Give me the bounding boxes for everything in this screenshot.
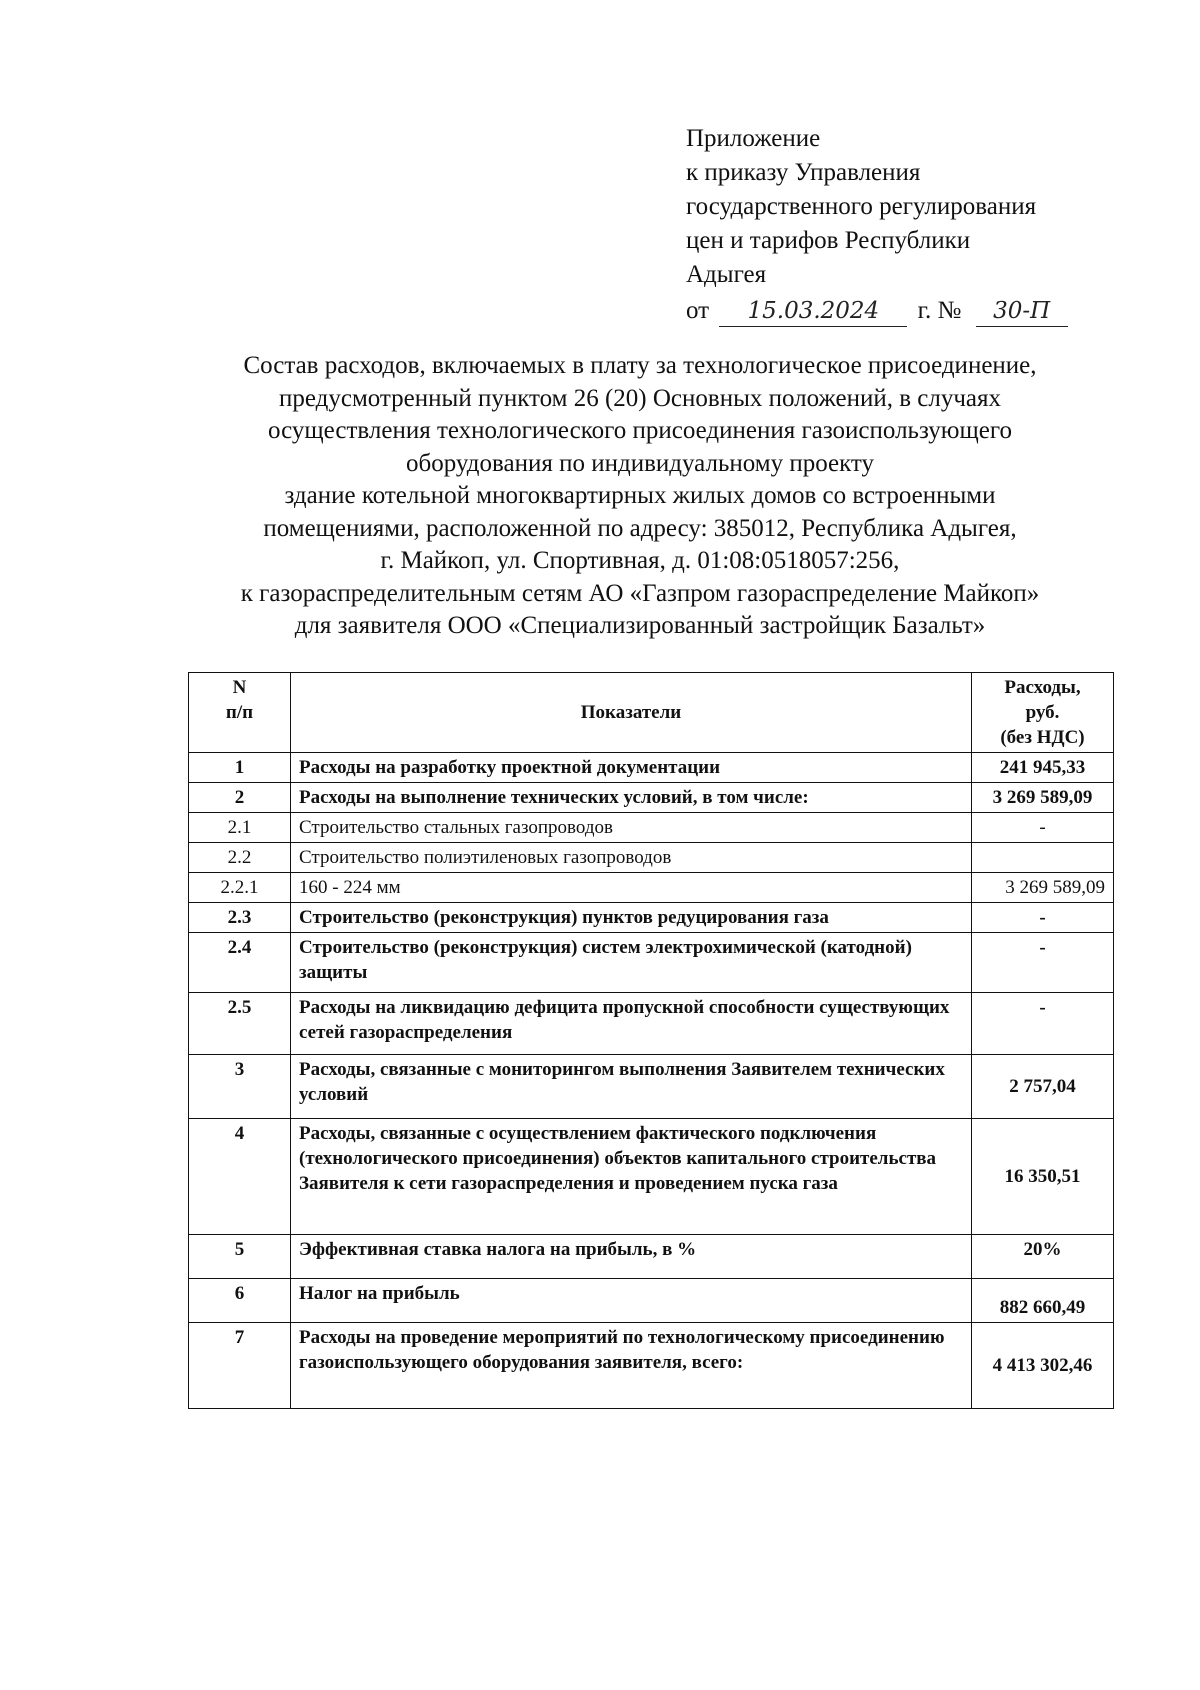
table-row <box>189 993 1114 1055</box>
row-number: 2.1 <box>189 813 291 843</box>
appendix-block <box>686 122 1116 328</box>
appendix-line: к приказу Управления <box>686 159 921 186</box>
title-line: г. Майкоп, ул. Спортивная, д. 01:08:0518057:256, <box>380 547 900 574</box>
row-indicator: Строительство полиэтиленовых газопроводов <box>291 843 972 873</box>
row-indicator: Эффективная ставка налога на прибыль, в % <box>291 1235 972 1279</box>
row-number: 1 <box>189 753 291 783</box>
table-row <box>189 1119 1114 1235</box>
appendix-line: цен и тарифов Республики <box>686 227 971 254</box>
table-row <box>189 753 1114 783</box>
row-value: 882 660,49 <box>972 1279 1114 1323</box>
row-number: 3 <box>189 1055 291 1119</box>
title-line: Состав расходов, включаемых в плату за технологическое присоединение, <box>243 352 1037 379</box>
row-number: 2.3 <box>189 903 291 933</box>
costs-table <box>188 672 1114 1409</box>
from-label: от <box>686 297 710 324</box>
row-number: 2 <box>189 783 291 813</box>
table-row <box>189 1323 1114 1409</box>
table-row <box>189 933 1114 993</box>
row-number: 6 <box>189 1279 291 1323</box>
table-row <box>189 843 1114 873</box>
row-value: 3 269 589,09 <box>972 783 1114 813</box>
document-title <box>180 350 1100 643</box>
table-row <box>189 1235 1114 1279</box>
row-indicator: Расходы на выполнение технических условий, в том числе: <box>291 783 972 813</box>
row-number: 2.4 <box>189 933 291 993</box>
table-row <box>189 873 1114 903</box>
title-line: к газораспределительным сетям АО «Газпром газораспределение Майкоп» <box>240 579 1040 607</box>
appendix-line: Адыгея <box>686 261 767 288</box>
title-line: осуществления технологического присоединения газоиспользующего <box>268 417 1012 444</box>
appendix-line: Приложение <box>686 125 821 152</box>
row-indicator: Строительство (реконструкция) систем электрохимической (катодной) защиты <box>291 933 972 993</box>
row-value: 3 269 589,09 <box>972 873 1114 903</box>
row-value: - <box>972 903 1114 933</box>
row-number: 2.2 <box>189 843 291 873</box>
row-indicator: Расходы на разработку проектной документации <box>291 753 972 783</box>
row-indicator: Расходы на проведение мероприятий по технологическому присоединению газоиспользующего оборудования заявителя, всего: <box>291 1323 972 1409</box>
row-indicator: Расходы, связанные с мониторингом выполнения Заявителем технических условий <box>291 1055 972 1119</box>
header-indicator: Показатели <box>291 673 972 753</box>
appendix-line: государственного регулирования <box>686 193 1037 220</box>
year-number-label: г. № <box>917 297 962 324</box>
row-number: 4 <box>189 1119 291 1235</box>
row-value: 16 350,51 <box>972 1119 1114 1235</box>
table-row <box>189 783 1114 813</box>
table-row <box>189 813 1114 843</box>
handwritten-date: 15.03.2024 <box>719 296 907 327</box>
row-indicator: 160 - 224 мм <box>291 873 972 903</box>
row-indicator: Налог на прибыль <box>291 1279 972 1323</box>
row-number: 5 <box>189 1235 291 1279</box>
row-indicator: Расходы, связанные с осуществлением фактического подключения (технологического присоединения) объектов капитального строительства Заявителя к сети газораспределения и проведением пуска газа <box>291 1119 972 1235</box>
row-value <box>972 843 1114 873</box>
row-number: 2.5 <box>189 993 291 1055</box>
row-value: 4 413 302,46 <box>972 1323 1114 1409</box>
row-number: 2.2.1 <box>189 873 291 903</box>
table-row <box>189 903 1114 933</box>
table-header-row <box>189 673 1114 753</box>
row-indicator: Строительство (реконструкция) пунктов редуцирования газа <box>291 903 972 933</box>
row-indicator: Расходы на ликвидацию дефицита пропускной способности существующих сетей газораспределения <box>291 993 972 1055</box>
row-value: 20% <box>972 1235 1114 1279</box>
title-line: предусмотренный пунктом 26 (20) Основных положений, в случаях <box>278 384 1001 412</box>
title-line: помещениями, расположенной по адресу: 385012, Республика Адыгея, <box>263 514 1017 542</box>
order-date-number-line <box>686 294 1116 328</box>
header-value: Расходы, руб. (без НДС) <box>972 673 1114 753</box>
table-row <box>189 1279 1114 1323</box>
row-value: - <box>972 933 1114 993</box>
title-line: оборудования по индивидуальному проекту <box>405 449 875 477</box>
row-indicator: Строительство стальных газопроводов <box>291 813 972 843</box>
row-value: - <box>972 993 1114 1055</box>
handwritten-order-number: 30-П <box>976 296 1068 327</box>
row-value: 2 757,04 <box>972 1055 1114 1119</box>
table-row <box>189 1055 1114 1119</box>
row-value: - <box>972 813 1114 843</box>
row-number: 7 <box>189 1323 291 1409</box>
row-value: 241 945,33 <box>972 753 1114 783</box>
title-line: здание котельной многоквартирных жилых домов со встроенными <box>284 482 996 509</box>
title-line: для заявителя ООО «Специализированный застройщик Базальт» <box>294 612 986 639</box>
header-number: N п/п <box>189 673 291 753</box>
